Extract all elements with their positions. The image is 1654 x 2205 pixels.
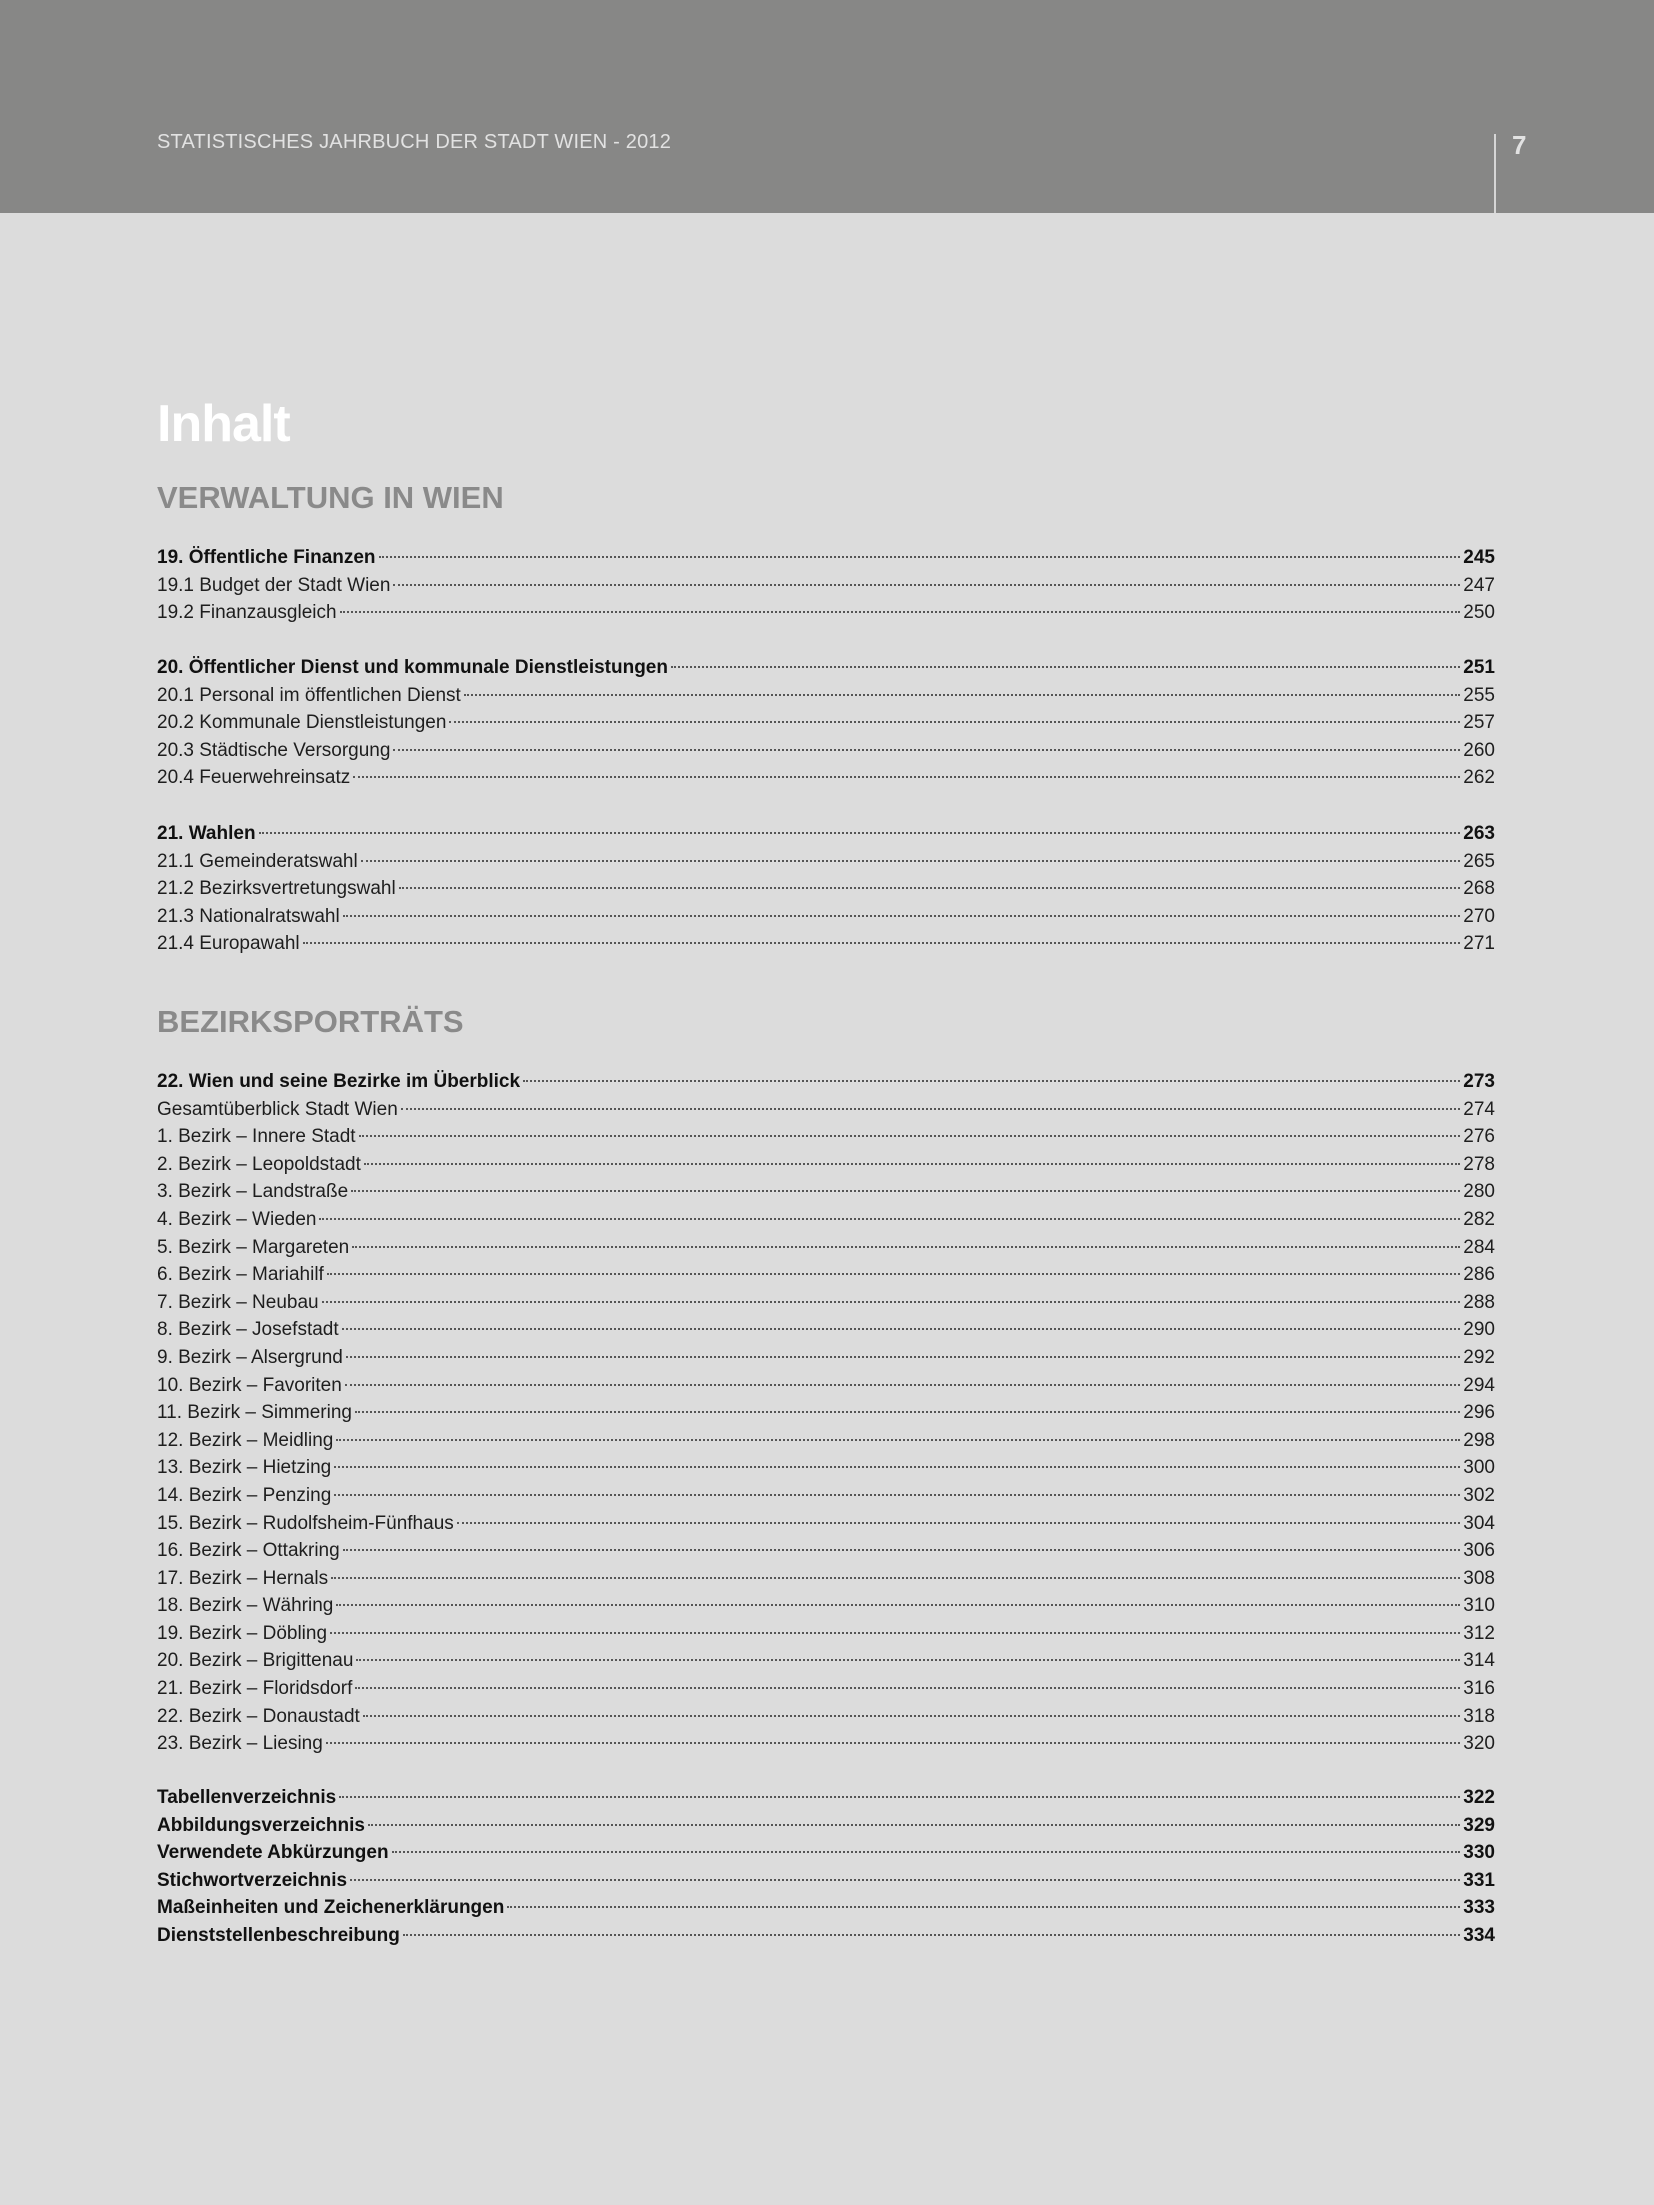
toc-entry-page: 316 bbox=[1463, 1678, 1495, 1700]
toc-entry-page: 304 bbox=[1463, 1512, 1495, 1534]
toc-entry-page: 270 bbox=[1463, 905, 1495, 927]
toc-entry-page: 247 bbox=[1463, 574, 1495, 596]
dot-leader bbox=[359, 1135, 1461, 1137]
toc-entry-page: 284 bbox=[1463, 1236, 1495, 1258]
toc-group-bezirke bbox=[157, 1068, 1495, 1758]
toc-entry-page: 268 bbox=[1463, 878, 1495, 900]
dot-leader bbox=[327, 1273, 1460, 1275]
toc-entry-label: 20. Bezirk – Brigittenau bbox=[157, 1650, 354, 1672]
toc-entry-page: 290 bbox=[1463, 1319, 1495, 1341]
toc-entry-label: 1. Bezirk – Innere Stadt bbox=[157, 1126, 356, 1148]
toc-entry-label: Verwendete Abkürzungen bbox=[157, 1842, 389, 1864]
toc-entry-label: 18. Bezirk – Währing bbox=[157, 1595, 334, 1617]
toc-entry-page: 292 bbox=[1463, 1346, 1495, 1368]
toc-entry-label: 20.2 Kommunale Dienstleistungen bbox=[157, 712, 447, 734]
toc-entry[interactable] bbox=[157, 820, 1495, 848]
toc-entry[interactable] bbox=[157, 1399, 1495, 1427]
dot-leader bbox=[346, 1356, 1460, 1358]
toc-entry-label: 20.3 Städtische Versorgung bbox=[157, 739, 391, 761]
toc-entry[interactable] bbox=[157, 1730, 1495, 1758]
toc-group-wahlen bbox=[157, 820, 1495, 958]
dot-leader bbox=[339, 1796, 1460, 1798]
toc-entry[interactable] bbox=[157, 1427, 1495, 1455]
toc-entry-page: 286 bbox=[1463, 1264, 1495, 1286]
toc-entry[interactable] bbox=[157, 682, 1495, 710]
toc-entry-page: 314 bbox=[1463, 1650, 1495, 1672]
dot-leader bbox=[319, 1218, 1460, 1220]
toc-entry-label: 21.1 Gemeinderatswahl bbox=[157, 850, 358, 872]
dot-leader bbox=[352, 1246, 1460, 1248]
toc-entry-label: 14. Bezirk – Penzing bbox=[157, 1484, 332, 1506]
toc-entry-page: 300 bbox=[1463, 1457, 1495, 1479]
toc-entry-label: 6. Bezirk – Mariahilf bbox=[157, 1264, 324, 1286]
toc-entry-label: 19. Öffentliche Finanzen bbox=[157, 547, 376, 568]
toc-entry[interactable] bbox=[157, 1565, 1495, 1593]
toc-entry-page: 265 bbox=[1463, 850, 1495, 872]
page-header bbox=[0, 0, 1654, 213]
dot-leader bbox=[393, 749, 1460, 751]
dot-leader bbox=[399, 887, 1461, 889]
toc-entry-page: 260 bbox=[1463, 739, 1495, 761]
toc-entry-label: 12. Bezirk – Meidling bbox=[157, 1429, 334, 1451]
toc-entry-label: 4. Bezirk – Wieden bbox=[157, 1208, 317, 1230]
toc-entry[interactable] bbox=[157, 1261, 1495, 1289]
toc-entry-page: 250 bbox=[1463, 602, 1495, 624]
toc-entry-label: Maßeinheiten und Zeichenerklärungen bbox=[157, 1897, 505, 1919]
dot-leader bbox=[343, 1549, 1461, 1551]
dot-leader bbox=[353, 776, 1460, 778]
dot-leader bbox=[331, 1577, 1460, 1579]
toc-entry-label: 21.3 Nationalratswahl bbox=[157, 905, 340, 927]
toc-entry[interactable] bbox=[157, 1096, 1495, 1124]
dot-leader bbox=[363, 1715, 1461, 1717]
toc-entry[interactable] bbox=[157, 1482, 1495, 1510]
toc-entry-page: 333 bbox=[1463, 1897, 1495, 1919]
toc-entry-label: 13. Bezirk – Hietzing bbox=[157, 1457, 332, 1479]
toc-entry[interactable] bbox=[157, 930, 1495, 958]
toc-entry-label: 22. Wien und seine Bezirke im Überblick bbox=[157, 1071, 521, 1092]
toc-entry-page: 263 bbox=[1463, 823, 1495, 844]
dot-leader bbox=[340, 611, 1461, 613]
dot-leader bbox=[379, 556, 1461, 558]
section-heading-bezirksportraets: BEZIRKSPORTRÄTS bbox=[157, 1004, 464, 1039]
toc-entry[interactable] bbox=[157, 1867, 1495, 1895]
toc-entry-page: 257 bbox=[1463, 712, 1495, 734]
dot-leader bbox=[334, 1494, 1460, 1496]
toc-entry-label: 7. Bezirk – Neubau bbox=[157, 1291, 319, 1313]
dot-leader bbox=[351, 1190, 1460, 1192]
toc-group-dienst bbox=[157, 654, 1495, 792]
toc-entry[interactable] bbox=[157, 1372, 1495, 1400]
toc-entry-label: 16. Bezirk – Ottakring bbox=[157, 1540, 340, 1562]
toc-entry[interactable] bbox=[157, 599, 1495, 627]
toc-entry-label: 23. Bezirk – Liesing bbox=[157, 1733, 323, 1755]
toc-entry[interactable] bbox=[157, 1812, 1495, 1840]
toc-entry-label: 21.4 Europawahl bbox=[157, 933, 300, 955]
toc-entry-label: Abbildungsverzeichnis bbox=[157, 1814, 365, 1836]
toc-entry-page: 278 bbox=[1463, 1153, 1495, 1175]
dot-leader bbox=[361, 860, 1461, 862]
toc-entry-page: 331 bbox=[1463, 1869, 1495, 1891]
toc-entry-label: 20.4 Feuerwehreinsatz bbox=[157, 767, 351, 789]
toc-entry[interactable] bbox=[157, 1592, 1495, 1620]
dot-leader bbox=[342, 1328, 1461, 1330]
toc-entry[interactable] bbox=[157, 1922, 1495, 1950]
toc-entry-page: 262 bbox=[1463, 767, 1495, 789]
toc-entry-page: 330 bbox=[1463, 1842, 1495, 1864]
dot-leader bbox=[326, 1742, 1460, 1744]
toc-entry[interactable] bbox=[157, 1234, 1495, 1262]
dot-leader bbox=[368, 1824, 1460, 1826]
dot-leader bbox=[457, 1522, 1461, 1524]
dot-leader bbox=[392, 1851, 1461, 1853]
toc-entry[interactable] bbox=[157, 1289, 1495, 1317]
toc-entry-page: 288 bbox=[1463, 1291, 1495, 1313]
dot-leader bbox=[322, 1301, 1461, 1303]
toc-entry-label: Stichwortverzeichnis bbox=[157, 1869, 348, 1891]
publication-title: STATISTISCHES JAHRBUCH DER STADT WIEN - 2012 bbox=[157, 131, 672, 153]
toc-entry-page: 329 bbox=[1463, 1814, 1495, 1836]
toc-entry-page: 334 bbox=[1463, 1924, 1495, 1946]
dot-leader bbox=[343, 915, 1461, 917]
page-number: 7 bbox=[1512, 130, 1527, 160]
toc-entry-label: 5. Bezirk – Margareten bbox=[157, 1236, 350, 1258]
toc-entry[interactable] bbox=[157, 654, 1495, 682]
toc-entry-label: 2. Bezirk – Leopoldstadt bbox=[157, 1153, 361, 1175]
toc-entry-page: 280 bbox=[1463, 1181, 1495, 1203]
dot-leader bbox=[449, 721, 1460, 723]
dot-leader bbox=[401, 1108, 1461, 1110]
toc-entry-label: 3. Bezirk – Landstraße bbox=[157, 1181, 349, 1203]
dot-leader bbox=[671, 666, 1460, 668]
toc-group-verzeichnisse bbox=[157, 1784, 1495, 1950]
toc-group-finanzen bbox=[157, 544, 1495, 627]
toc-entry[interactable] bbox=[157, 1068, 1495, 1096]
toc-entry[interactable] bbox=[157, 1454, 1495, 1482]
dot-leader bbox=[464, 694, 1460, 696]
dot-leader bbox=[259, 832, 1461, 834]
toc-entry[interactable] bbox=[157, 1675, 1495, 1703]
toc-entry-label: 21. Bezirk – Floridsdorf bbox=[157, 1678, 353, 1700]
toc-entry[interactable] bbox=[157, 1647, 1495, 1675]
toc-entry[interactable] bbox=[157, 737, 1495, 765]
toc-entry[interactable] bbox=[157, 1510, 1495, 1538]
dot-leader bbox=[303, 942, 1461, 944]
toc-entry-label: 17. Bezirk – Hernals bbox=[157, 1567, 329, 1589]
toc-entry[interactable] bbox=[157, 1123, 1495, 1151]
header-divider bbox=[1494, 134, 1496, 213]
toc-entry-page: 273 bbox=[1463, 1071, 1495, 1092]
toc-entry-label: 19.1 Budget der Stadt Wien bbox=[157, 574, 391, 596]
toc-entry-label: Gesamtüberblick Stadt Wien bbox=[157, 1098, 398, 1120]
dot-leader bbox=[345, 1384, 1460, 1386]
toc-entry-label: 21.2 Bezirksvertretungswahl bbox=[157, 878, 396, 900]
toc-entry-page: 318 bbox=[1463, 1705, 1495, 1727]
dot-leader bbox=[334, 1466, 1460, 1468]
toc-entry[interactable] bbox=[157, 709, 1495, 737]
toc-entry[interactable] bbox=[157, 1316, 1495, 1344]
toc-entry[interactable] bbox=[157, 572, 1495, 600]
toc-entry[interactable] bbox=[157, 848, 1495, 876]
toc-entry-page: 255 bbox=[1463, 684, 1495, 706]
toc-entry-page: 274 bbox=[1463, 1098, 1495, 1120]
toc-entry-label: 22. Bezirk – Donaustadt bbox=[157, 1705, 360, 1727]
toc-entry-label: 11. Bezirk – Simmering bbox=[157, 1402, 352, 1424]
toc-entry-label: 20.1 Personal im öffentlichen Dienst bbox=[157, 684, 461, 706]
dot-leader bbox=[350, 1879, 1460, 1881]
toc-entry-page: 302 bbox=[1463, 1484, 1495, 1506]
toc-entry[interactable] bbox=[157, 1537, 1495, 1565]
toc-entry[interactable] bbox=[157, 544, 1495, 572]
dot-leader bbox=[330, 1632, 1460, 1634]
toc-entry[interactable] bbox=[157, 1151, 1495, 1179]
toc-entry[interactable] bbox=[157, 1839, 1495, 1867]
toc-entry[interactable] bbox=[157, 1620, 1495, 1648]
dot-leader bbox=[355, 1687, 1460, 1689]
toc-entry-label: 21. Wahlen bbox=[157, 823, 256, 844]
toc-entry-label: Dienststellenbeschreibung bbox=[157, 1924, 400, 1946]
toc-entry[interactable] bbox=[157, 1894, 1495, 1922]
toc-entry-page: 312 bbox=[1463, 1622, 1495, 1644]
toc-entry-page: 271 bbox=[1463, 933, 1495, 955]
dot-leader bbox=[356, 1659, 1460, 1661]
dot-leader bbox=[393, 584, 1460, 586]
toc-entry-label: 20. Öffentlicher Dienst und kommunale Dienstleistungen bbox=[157, 657, 668, 678]
dot-leader bbox=[523, 1080, 1460, 1082]
toc-entry-label: 10. Bezirk – Favoriten bbox=[157, 1374, 342, 1396]
toc-entry-page: 320 bbox=[1463, 1733, 1495, 1755]
toc-entry-page: 276 bbox=[1463, 1126, 1495, 1148]
toc-entry-page: 251 bbox=[1463, 657, 1495, 678]
toc-entry-label: 15. Bezirk – Rudolfsheim-Fünfhaus bbox=[157, 1512, 454, 1534]
toc-entry-label: Tabellenverzeichnis bbox=[157, 1787, 337, 1808]
dot-leader bbox=[355, 1411, 1460, 1413]
toc-entry-label: 19. Bezirk – Döbling bbox=[157, 1622, 328, 1644]
toc-entry-page: 322 bbox=[1463, 1787, 1495, 1808]
toc-entry[interactable] bbox=[157, 875, 1495, 903]
dot-leader bbox=[364, 1163, 1460, 1165]
toc-entry-label: 8. Bezirk – Josefstadt bbox=[157, 1319, 339, 1341]
toc-entry[interactable] bbox=[157, 1206, 1495, 1234]
dot-leader bbox=[336, 1604, 1460, 1606]
section-heading-verwaltung: VERWALTUNG IN WIEN bbox=[157, 480, 504, 515]
dot-leader bbox=[507, 1906, 1460, 1908]
toc-entry[interactable] bbox=[157, 903, 1495, 931]
toc-entry-label: 19.2 Finanzausgleich bbox=[157, 602, 337, 624]
toc-entry-page: 298 bbox=[1463, 1429, 1495, 1451]
toc-entry[interactable] bbox=[157, 1178, 1495, 1206]
toc-entry-page: 308 bbox=[1463, 1567, 1495, 1589]
toc-entry-page: 310 bbox=[1463, 1595, 1495, 1617]
toc-entry-page: 282 bbox=[1463, 1208, 1495, 1230]
toc-entry-label: 9. Bezirk – Alsergrund bbox=[157, 1346, 343, 1368]
dot-leader bbox=[403, 1934, 1460, 1936]
toc-entry-page: 296 bbox=[1463, 1402, 1495, 1424]
dot-leader bbox=[336, 1439, 1460, 1441]
toc-entry[interactable] bbox=[157, 764, 1495, 792]
toc-entry[interactable] bbox=[157, 1344, 1495, 1372]
toc-entry[interactable] bbox=[157, 1703, 1495, 1731]
toc-entry[interactable] bbox=[157, 1784, 1495, 1812]
toc-entry-page: 245 bbox=[1463, 547, 1495, 568]
toc-entry-page: 306 bbox=[1463, 1540, 1495, 1562]
toc-entry-page: 294 bbox=[1463, 1374, 1495, 1396]
page-title: Inhalt bbox=[157, 395, 290, 453]
